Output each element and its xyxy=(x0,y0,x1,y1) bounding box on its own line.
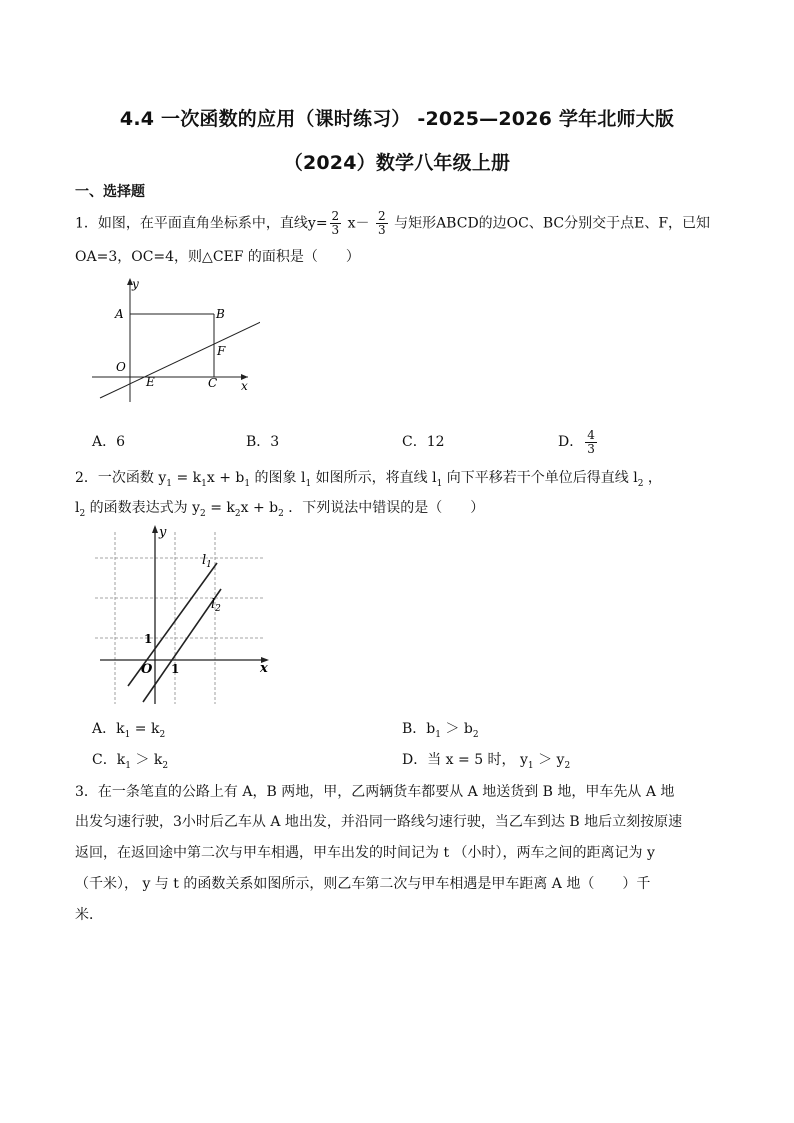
q2-y-arrow xyxy=(152,525,158,533)
q1-fraction-1: $\frac{2}{3}$ xyxy=(331,209,340,237)
q2-grid xyxy=(95,532,265,704)
q1-label-y: y xyxy=(132,277,139,291)
q1-option-a[interactable]: A．6 xyxy=(92,434,126,450)
q1-line-y xyxy=(100,320,260,398)
q1-label-E: E xyxy=(146,375,155,389)
section-heading: 一、选择题 xyxy=(75,184,145,200)
q1-figure xyxy=(90,274,260,404)
q1-option-b[interactable]: B．3 xyxy=(246,434,280,450)
q2-label-l1: $l_1$ xyxy=(202,553,212,570)
page-title-line1: 4.4 一次函数的应用（课时练习） -2025—2026 学年北师大版 xyxy=(119,108,675,130)
q1-mid: x－ xyxy=(343,215,374,232)
q1-label-C: C xyxy=(208,376,218,390)
q2-option-c[interactable]: C．$k_1 > k_2$ xyxy=(92,752,169,771)
question-1-line2: OA=3，OC=4，则△CEF 的面积是（ ） xyxy=(75,249,360,265)
question-3-line1: 3．在一条笔直的公路上有 A，B 两地，甲，乙两辆货车都要从 A 地送货到 B 地，甲车先从 A 地 xyxy=(75,784,675,800)
q1-label-A: A xyxy=(115,307,124,321)
question-3-line3: 返回，在返回途中第二次与甲车相遇，甲车出发的时间记为 t （小时），两车之间的距离记为 y xyxy=(75,845,655,861)
q1-option-c[interactable]: C．12 xyxy=(402,434,445,450)
q2-label-one-x: 1 xyxy=(171,662,180,676)
q2-option-d[interactable]: D．当 x = 5 时， $y_1 > y_2$ xyxy=(402,752,571,771)
q2-label-x: x xyxy=(260,661,268,676)
question-1-line1 xyxy=(75,210,710,237)
question-3-line4: （千米）， y 与 t 的函数关系如图所示，则乙车第二次与甲车相遇是甲车距离 A 地（ ）千 xyxy=(75,876,651,892)
q2-label-l2: $l_2$ xyxy=(211,597,221,614)
q1-option-d[interactable]: D． $\frac{4}{3}$ xyxy=(558,427,595,456)
page-title-line2: （2024）数学八年级上册 xyxy=(283,152,511,174)
question-3-line5: 米． xyxy=(75,907,103,923)
q1-suffix: 与矩形ABCD的边OC、BC分别交于点E、F，已知 xyxy=(389,215,711,232)
q1-label-x: x xyxy=(241,379,248,393)
q1-label-B: B xyxy=(216,307,225,321)
q2-label-one-y: 1 xyxy=(144,632,153,646)
question-2-line2: $l_2$ 的函数表达式为 $y_2 = k_2x + b_2$ ．下列说法中错误的是（ ） xyxy=(75,500,485,519)
q1-label-F: F xyxy=(217,344,226,358)
q1-label-O: O xyxy=(116,360,126,374)
q2-option-a[interactable]: A．$k_1 = k_2$ xyxy=(92,721,166,740)
question-2-line1: 2．一次函数 $y_1 = k_1x + b_1$ 的图象 $l_1$ 如图所示，将直线 $l_1$ 向下平移若干个单位后得直线 $l_2$ ， xyxy=(75,470,662,489)
q1-fraction-2: $\frac{2}{3}$ xyxy=(377,209,386,237)
question-3-line2: 出发匀速行驶，3小时后乙车从 A 地出发，并沿同一路线匀速行驶，当乙车到达 B 地后立刻按原速 xyxy=(75,814,683,830)
q1-option-d-fraction: $\frac{4}{3}$ xyxy=(587,427,595,456)
q1-prefix: 1．如图，在平面直角坐标系中，直线y= xyxy=(75,215,328,232)
q2-label-O: O xyxy=(141,662,153,677)
q2-label-y: y xyxy=(159,525,167,540)
q2-figure xyxy=(95,522,275,707)
q2-option-b[interactable]: B．$b_1 > b_2$ xyxy=(402,721,479,740)
